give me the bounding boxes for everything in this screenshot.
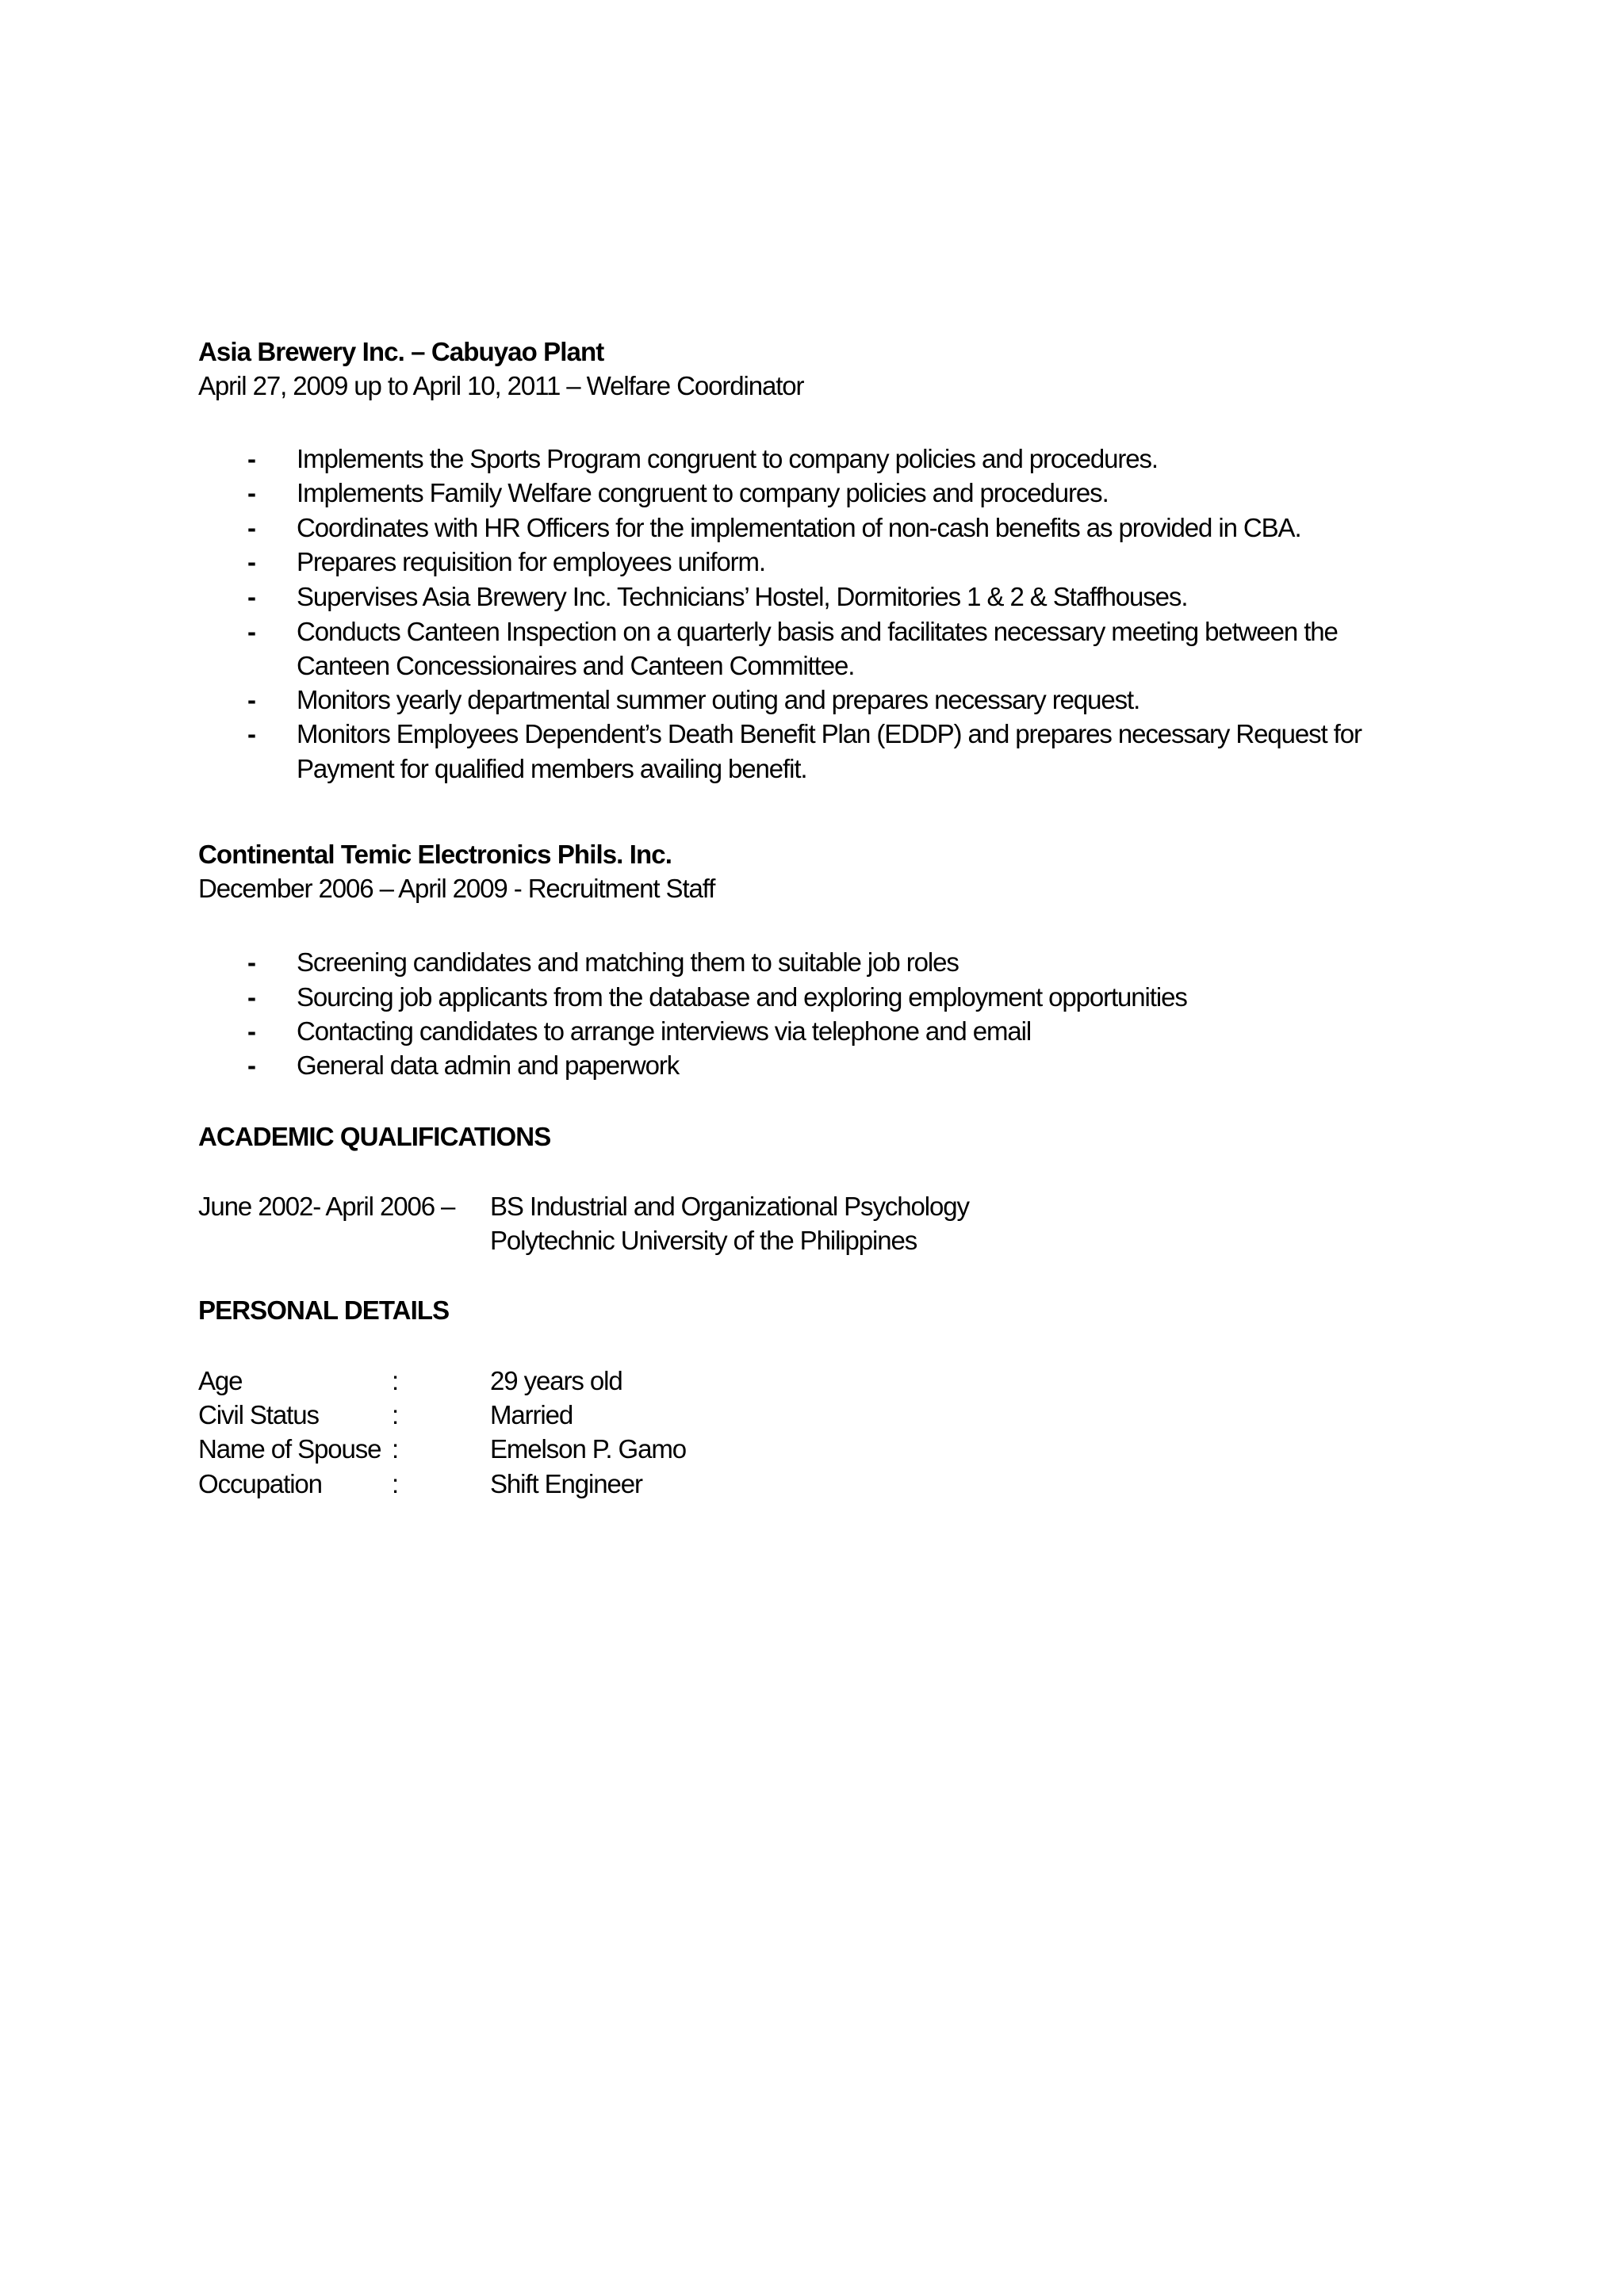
job-duty: Coordinates with HR Officers for the implementation of non-cash benefits as provided in CBA. [297,513,1301,542]
bullet-marker: - [247,617,256,646]
bullet-marker: - [247,685,256,714]
personal-label: Name of Spouse [198,1434,381,1464]
job-duty: Contacting candidates to arrange interviews via telephone and email [297,1016,1032,1046]
job-duty: Monitors Employees Dependent’s Death Benefit Plan (EDDP) and prepares necessary Request for [297,719,1362,748]
job-duty: Monitors yearly departmental summer outing and prepares necessary request. [297,685,1140,714]
section-heading-personal: PERSONAL DETAILS [198,1295,450,1325]
personal-value: Emelson P. Gamo [490,1434,687,1464]
bullet-marker: - [247,982,256,1012]
personal-value: 29 years old [490,1366,622,1395]
job-period: April 27, 2009 up to April 10, 2011 – Welfare Coordinator [198,371,804,400]
company-name: Continental Temic Electronics Phils. Inc. [198,840,672,869]
job-period: December 2006 – April 2009 - Recruitment Staff [198,874,715,903]
job-duty: Prepares requisition for employees uniform. [297,547,765,576]
personal-separator: : [392,1434,399,1464]
bullet-marker: - [247,1050,256,1080]
job-duty-continued: Canteen Concessionaires and Canteen Committee. [297,651,855,680]
academic-degree: BS Industrial and Organizational Psychology [490,1192,969,1221]
bullet-marker: - [247,719,256,748]
bullet-marker: - [247,547,256,576]
academic-period: June 2002- April 2006 – [198,1192,455,1221]
personal-value: Shift Engineer [490,1469,642,1498]
personal-value: Married [490,1400,573,1429]
personal-label: Occupation [198,1469,322,1498]
bullet-marker: - [247,513,256,542]
job-duty: Conducts Canteen Inspection on a quarterly basis and facilitates necessary meeting between the [297,617,1338,646]
bullet-marker: - [247,478,256,507]
job-duty: Implements Family Welfare congruent to company policies and procedures. [297,478,1109,507]
personal-label: Age [198,1366,243,1395]
personal-label: Civil Status [198,1400,319,1429]
company-name: Asia Brewery Inc. – Cabuyao Plant [198,337,604,366]
academic-school: Polytechnic University of the Philippines [490,1226,917,1255]
bullet-marker: - [247,444,256,473]
job-duty: Implements the Sports Program congruent to company policies and procedures. [297,444,1158,473]
bullet-marker: - [247,582,256,611]
job-duty: Supervises Asia Brewery Inc. Technicians’ Hostel, Dormitories 1 & 2 & Staffhouses. [297,582,1188,611]
job-duty: General data admin and paperwork [297,1050,680,1080]
personal-separator: : [392,1366,399,1395]
bullet-marker: - [247,947,256,977]
section-heading-academic: ACADEMIC QUALIFICATIONS [198,1122,551,1151]
personal-separator: : [392,1400,399,1429]
job-duty: Screening candidates and matching them to suitable job roles [297,947,959,977]
personal-separator: : [392,1469,399,1498]
job-duty-continued: Payment for qualified members availing benefit. [297,754,807,783]
job-duty: Sourcing job applicants from the database and exploring employment opportunities [297,982,1187,1012]
bullet-marker: - [247,1016,256,1046]
